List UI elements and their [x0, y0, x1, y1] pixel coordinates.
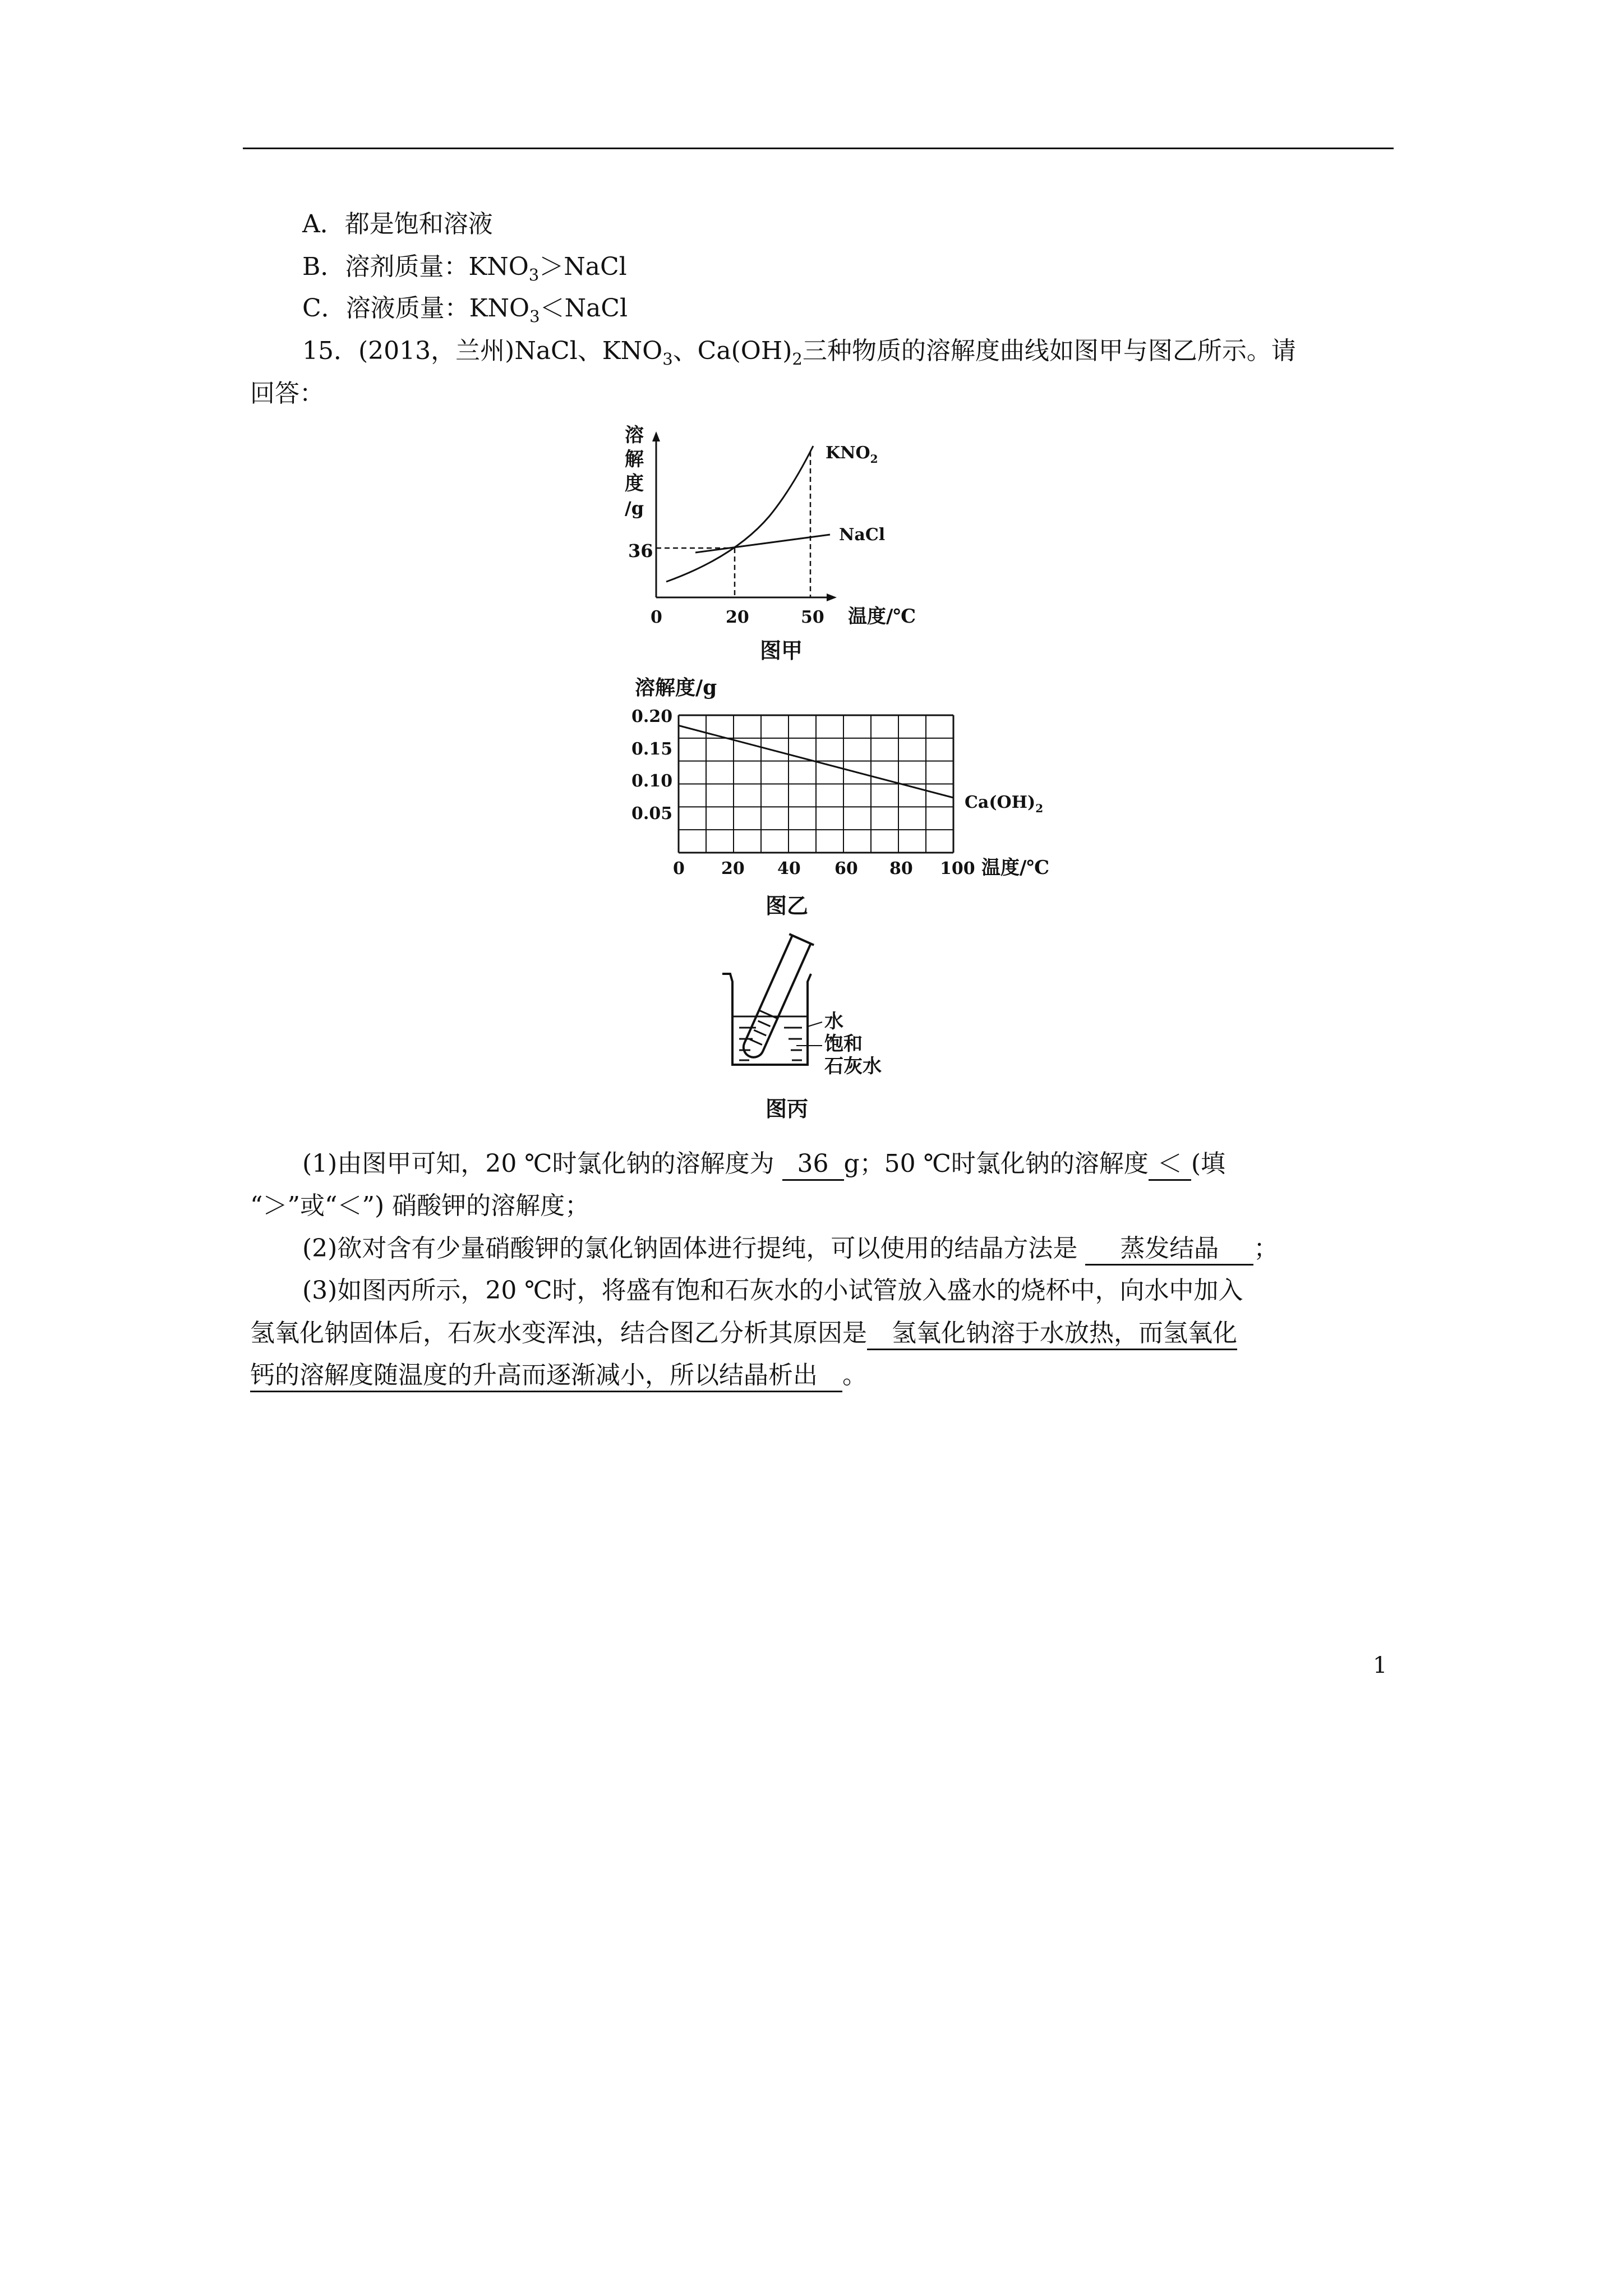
answer-2-text-b: ； [1253, 1234, 1279, 1263]
beaker-outline [722, 974, 811, 1065]
question-15-line-1 [302, 334, 1296, 370]
answer-3-line-3 [250, 1359, 867, 1392]
limewater-hatch [758, 1021, 771, 1027]
limewater-hatch [754, 1030, 766, 1036]
answer-1-text-b: g；50 ℃时氯化钠的溶解度 [843, 1149, 1149, 1178]
figure-b-caption: 图乙 [766, 893, 809, 918]
answer-3-line-2 [250, 1317, 1237, 1350]
figure-a-series-kno3-sub: 2 [870, 452, 878, 466]
figure-b-series-caoh2-sub: 2 [1035, 802, 1044, 815]
figure-b-series-caoh2-text: Ca(OH) [965, 793, 1036, 812]
figure-b-ytick-020: 0.20 [631, 707, 673, 726]
page-number: 1 [1373, 1653, 1387, 1678]
answer-2-blank: 蒸发结晶 [1085, 1234, 1253, 1266]
figure-a-ylabel-3: 度 [625, 472, 644, 495]
question-subscript-1: 3 [662, 349, 673, 369]
question-15-line-2: 回答： [250, 379, 324, 408]
figure-a-xtick-20: 20 [726, 608, 749, 627]
option-b-text: 溶剂质量：KNO [345, 252, 529, 281]
option-a [302, 208, 493, 241]
figure-b-xtick-0: 0 [673, 859, 685, 878]
option-c-text: 溶液质量：KNO [345, 294, 530, 323]
label-limewater: 石灰水 [824, 1055, 882, 1078]
limewater-hatch [750, 1039, 762, 1045]
option-b [302, 250, 627, 286]
figure-b-ytick-010: 0.10 [631, 771, 673, 791]
figure-c-caption: 图丙 [766, 1096, 809, 1121]
option-b-text-end: ＞NaCl [539, 252, 627, 281]
option-b-letter: B． [302, 252, 345, 281]
option-a-text: 都是饱和溶液 [344, 210, 493, 238]
figure-a-series-kno3-text: KNO [826, 443, 870, 463]
answer-3-blank-part-2: 钙的溶解度随温度的升高而逐渐减小，所以结晶析出 [250, 1361, 842, 1392]
figure-a-y-arrow [652, 431, 660, 441]
figure-b-series-caoh2 [965, 793, 1043, 815]
answer-2-text-a: (2)欲对含有少量硝酸钾的氯化钠固体进行提纯，可以使用的结晶方法是 [302, 1234, 1086, 1263]
answer-3-end: 。 [842, 1361, 867, 1389]
option-c-letter: C． [302, 294, 346, 323]
figure-b-ytick-015: 0.15 [631, 739, 673, 759]
figure-b-chart [623, 673, 1071, 920]
figure-a-xlabel: 温度/℃ [848, 605, 916, 628]
option-a-letter: A． [302, 210, 345, 238]
figure-c-beaker-diagram [712, 926, 903, 1128]
figure-b-xtick-100: 100 [940, 859, 975, 878]
figure-b-xtick-40: 40 [777, 859, 801, 878]
figure-a-tick-36: 36 [628, 540, 653, 562]
option-b-subscript: 3 [528, 265, 540, 284]
figure-a-series-nacl: NaCl [839, 525, 886, 545]
option-c [302, 292, 628, 328]
answer-1-line-2: “＞”或“＜”) 硝酸钾的溶解度； [250, 1191, 590, 1220]
answer-3-blank-part-1: 氢氧化钠溶于水放热，而氢氧化 [867, 1319, 1237, 1350]
answer-1-text-c: (填 [1191, 1149, 1226, 1178]
answer-2-line [302, 1232, 1278, 1266]
figure-a-ylabel-4: /g [625, 498, 644, 519]
figure-a-ylabel-1: 溶 [625, 424, 644, 447]
figure-a-nacl-curve [695, 535, 830, 553]
figure-b-xtick-80: 80 [889, 859, 913, 878]
question-subscript-2: 2 [792, 349, 803, 369]
figure-b-ytick-005: 0.05 [631, 804, 673, 823]
test-tube-outline [740, 936, 811, 1061]
answer-1-blank-2: ＜ [1149, 1149, 1191, 1181]
answer-3-text: 氢氧化钠固体后，石灰水变浑浊，结合图乙分析其原因是 [250, 1319, 867, 1347]
question-text-c: 三种物质的溶解度曲线如图甲与图乙所示。请 [802, 337, 1296, 365]
question-text-a: NaCl、KNO [514, 337, 663, 365]
label-saturated: 饱和 [824, 1033, 863, 1055]
question-source: (2013，兰州) [358, 337, 515, 365]
figure-a-xtick-0: 0 [651, 608, 662, 627]
label-pointer-water [808, 1022, 822, 1027]
figure-a-chart [623, 424, 981, 670]
question-number: 15． [302, 337, 358, 365]
header-rule [243, 148, 1394, 149]
figure-a-series-kno3 [826, 443, 878, 466]
answer-1-line-1 [302, 1147, 1225, 1181]
option-c-text-end: ＜NaCl [540, 294, 628, 323]
figure-a-xtick-50: 50 [801, 608, 824, 627]
figure-b-xtick-20: 20 [721, 859, 745, 878]
answer-3-line-1: (3)如图丙所示，20 ℃时，将盛有饱和石灰水的小试管放入盛水的烧杯中，向水中加入 [302, 1276, 1243, 1305]
figure-b-xlabel: 温度/℃ [981, 857, 1050, 879]
test-tube-rim [789, 934, 814, 945]
answer-1-text-a: (1)由图甲可知，20 ℃时氯化钠的溶解度为 [302, 1149, 782, 1178]
figure-b-ylabel: 溶解度/g [635, 676, 717, 700]
answer-1-blank-1: 36 [782, 1149, 844, 1181]
figure-b-xtick-60: 60 [834, 859, 858, 878]
figure-a-ylabel-2: 解 [625, 448, 644, 471]
figure-a-x-arrow [827, 593, 837, 601]
question-text-b: 、Ca(OH) [672, 337, 792, 365]
figure-a-kno3-curve [666, 446, 813, 582]
test-tube [737, 934, 814, 1062]
option-c-subscript: 3 [529, 307, 540, 326]
figure-a-caption: 图甲 [760, 638, 803, 663]
label-water: 水 [824, 1010, 843, 1033]
